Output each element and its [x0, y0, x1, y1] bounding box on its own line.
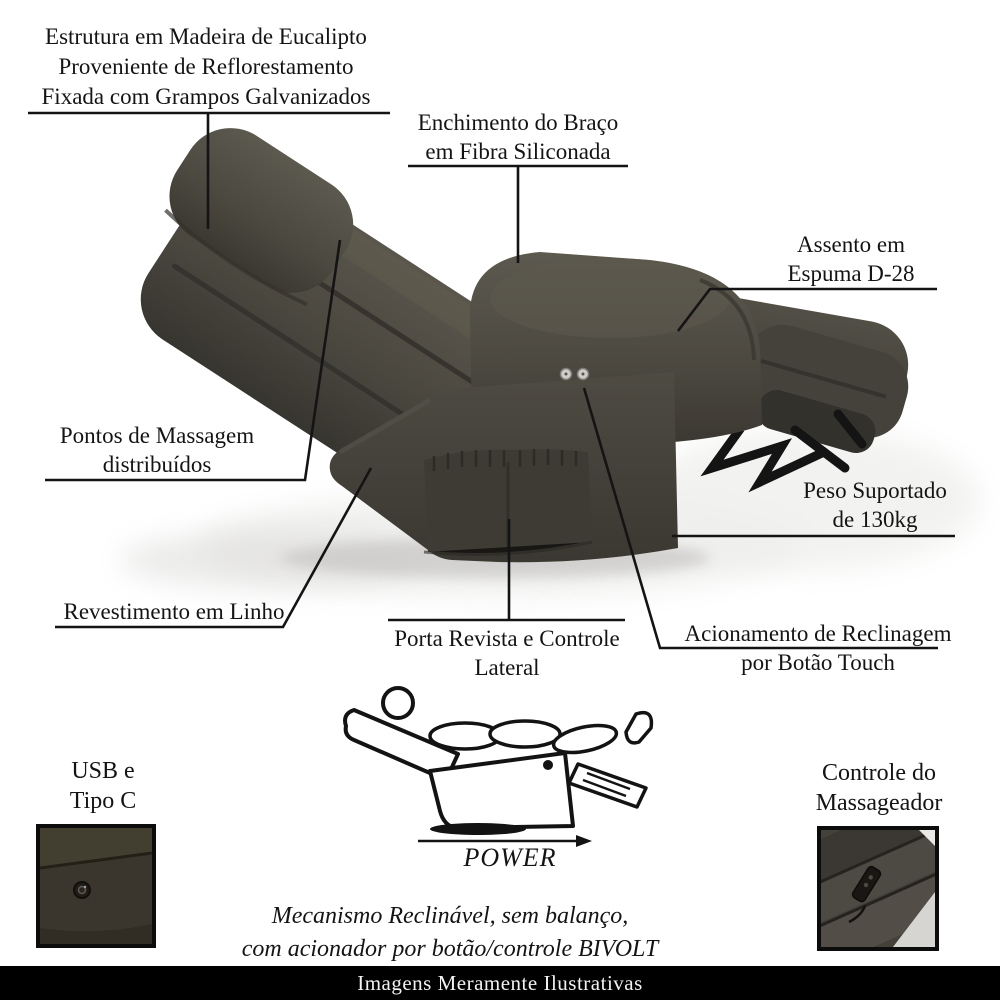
- callout-text: Porta Revista e Controle: [394, 626, 620, 651]
- callout-text: Revestimento em Linho: [63, 599, 285, 624]
- callout-text: Controle do: [822, 760, 936, 786]
- callout-text: Assento em: [797, 232, 905, 257]
- callout-enchimento: [407, 108, 629, 166]
- massager-control-photo: [817, 826, 939, 951]
- callout-text: USB e: [71, 758, 135, 784]
- callout-text: Proveniente de Reflorestamento: [58, 54, 354, 79]
- callout-text: por Botão Touch: [741, 650, 895, 675]
- callout-line-enchimento: [408, 166, 628, 263]
- mechanism-note-line: com acionador por botão/controle BIVOLT: [241, 936, 659, 962]
- callout-text: de 130kg: [832, 507, 918, 532]
- callout-text: Peso Suportado: [803, 478, 947, 503]
- callout-text: Espuma D-28: [787, 261, 915, 286]
- callout-text: Pontos de Massagem: [59, 423, 255, 448]
- mechanism-note-line: Mecanismo Reclinável, sem balanço,: [271, 903, 629, 929]
- callout-text: Acionamento de Reclinagem: [684, 621, 952, 646]
- callout-peso-suportado: [760, 476, 990, 534]
- sketch-footrest-board: [569, 764, 646, 807]
- callout-text: Tipo C: [69, 788, 137, 814]
- callout-text: Estrutura em Madeira de Eucalipto: [45, 24, 367, 49]
- callout-estrutura: [6, 22, 406, 112]
- callout-pontos-massagem: [32, 421, 282, 479]
- recliner-sketch: [345, 688, 651, 847]
- sketch-power-button: [543, 760, 553, 770]
- callout-acionamento: [670, 619, 966, 677]
- callout-text: em Fibra Siliconada: [425, 139, 611, 164]
- power-caption: POWER: [463, 843, 557, 872]
- callout-text: Enchimento do Braço: [417, 110, 619, 135]
- callout-assento: [740, 230, 962, 288]
- disclaimer-bar: [0, 966, 1000, 1000]
- callout-text: distribuídos: [102, 452, 212, 477]
- callout-text: Fixada com Grampos Galvanizados: [41, 84, 371, 109]
- sketch-shadow: [430, 823, 526, 835]
- callout-revestimento: [55, 597, 293, 626]
- sketch-body-cushion: [490, 721, 560, 747]
- mechanism-note: [120, 900, 780, 966]
- callout-text: Lateral: [474, 655, 540, 680]
- callout-usb-tipo-c: [36, 756, 170, 816]
- sketch-person-head: [383, 688, 413, 718]
- callout-controle-massageador: [798, 758, 960, 818]
- sketch-foot: [626, 713, 651, 743]
- callout-porta-revista: [382, 624, 632, 682]
- massager-control-photo-art: [821, 830, 935, 947]
- callout-text: Massageador: [815, 790, 943, 816]
- disclaimer-text: Imagens Meramente Ilustrativas: [357, 970, 643, 995]
